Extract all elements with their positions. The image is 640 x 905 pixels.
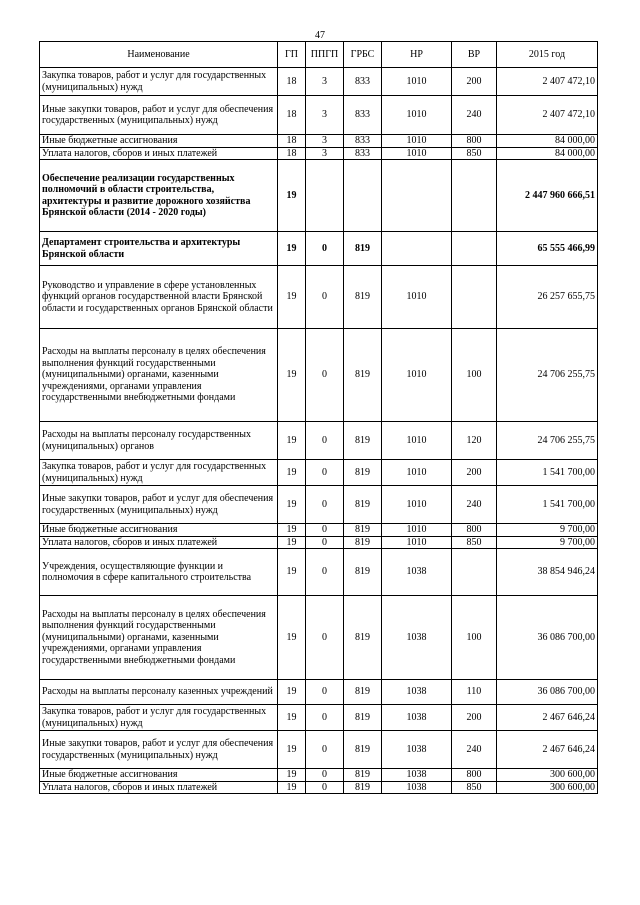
row-name: Закупка товаров, работ и услуг для государственных (муниципальных) нужд	[40, 68, 278, 96]
row-gp: 18	[278, 68, 306, 96]
row-amount: 24 706 255,75	[497, 422, 598, 460]
row-amount: 1 541 700,00	[497, 460, 598, 486]
row-amount: 2 447 960 666,51	[497, 160, 598, 232]
row-vr	[452, 266, 497, 329]
row-nr: 1038	[382, 596, 452, 680]
row-gp: 19	[278, 524, 306, 537]
row-grbs: 819	[344, 549, 382, 596]
row-gp: 19	[278, 731, 306, 769]
row-name: Расходы на выплаты персоналу в целях обеспечения выполнения функций государственными (муниципальными) органами, казенными учреждениями, органами управления государственными внебюджетными фондами	[40, 596, 278, 680]
row-grbs: 819	[344, 486, 382, 524]
row-nr	[382, 232, 452, 266]
row-name: Уплата налогов, сборов и иных платежей	[40, 781, 278, 794]
row-vr	[452, 549, 497, 596]
row-grbs: 819	[344, 596, 382, 680]
row-vr: 100	[452, 596, 497, 680]
row-nr: 1010	[382, 96, 452, 135]
row-ppgp: 0	[306, 486, 344, 524]
row-gp: 19	[278, 160, 306, 232]
row-grbs: 819	[344, 731, 382, 769]
table-row	[40, 524, 598, 537]
row-name: Расходы на выплаты персоналу казенных учреждений	[40, 680, 278, 705]
table-row	[40, 680, 598, 705]
row-nr: 1010	[382, 524, 452, 537]
row-grbs: 819	[344, 232, 382, 266]
row-amount: 2 407 472,10	[497, 68, 598, 96]
row-amount: 84 000,00	[497, 135, 598, 148]
row-vr: 800	[452, 524, 497, 537]
row-name: Иные закупки товаров, работ и услуг для обеспечения государственных (муниципальных) нужд	[40, 486, 278, 524]
row-name: Иные бюджетные ассигнования	[40, 769, 278, 782]
row-amount: 2 467 646,24	[497, 731, 598, 769]
row-gp: 19	[278, 486, 306, 524]
row-nr: 1010	[382, 147, 452, 160]
row-nr: 1038	[382, 705, 452, 731]
row-gp: 19	[278, 769, 306, 782]
row-vr: 200	[452, 460, 497, 486]
row-gp: 19	[278, 596, 306, 680]
row-amount: 36 086 700,00	[497, 680, 598, 705]
row-gp: 18	[278, 135, 306, 148]
row-grbs: 819	[344, 705, 382, 731]
row-name: Уплата налогов, сборов и иных платежей	[40, 536, 278, 549]
row-vr: 240	[452, 96, 497, 135]
row-amount: 24 706 255,75	[497, 329, 598, 422]
table-row	[40, 486, 598, 524]
table-row	[40, 68, 598, 96]
row-vr: 800	[452, 135, 497, 148]
row-grbs: 833	[344, 135, 382, 148]
table-row	[40, 422, 598, 460]
row-gp: 19	[278, 460, 306, 486]
row-ppgp: 0	[306, 266, 344, 329]
row-ppgp: 3	[306, 147, 344, 160]
row-nr	[382, 160, 452, 232]
row-nr: 1010	[382, 460, 452, 486]
row-vr: 850	[452, 536, 497, 549]
row-vr: 240	[452, 486, 497, 524]
row-ppgp: 0	[306, 680, 344, 705]
row-ppgp: 0	[306, 329, 344, 422]
row-nr: 1010	[382, 266, 452, 329]
row-gp: 19	[278, 536, 306, 549]
row-grbs: 819	[344, 680, 382, 705]
row-amount: 26 257 655,75	[497, 266, 598, 329]
row-ppgp: 0	[306, 781, 344, 794]
row-amount: 9 700,00	[497, 536, 598, 549]
row-grbs	[344, 160, 382, 232]
row-ppgp: 3	[306, 96, 344, 135]
row-grbs: 833	[344, 147, 382, 160]
row-nr: 1010	[382, 422, 452, 460]
table-row	[40, 769, 598, 782]
row-nr: 1038	[382, 769, 452, 782]
row-ppgp: 0	[306, 536, 344, 549]
row-vr: 850	[452, 147, 497, 160]
row-ppgp: 0	[306, 596, 344, 680]
row-grbs: 819	[344, 460, 382, 486]
row-grbs: 833	[344, 68, 382, 96]
row-ppgp	[306, 160, 344, 232]
table-row	[40, 549, 598, 596]
table-row	[40, 596, 598, 680]
row-nr: 1010	[382, 68, 452, 96]
row-grbs: 819	[344, 781, 382, 794]
row-amount: 300 600,00	[497, 781, 598, 794]
row-grbs: 819	[344, 266, 382, 329]
row-name: Обеспечение реализации государственных полномочий в области строительства, архитектуры и развитие дорожного хозяйства Брянской области (2014 - 2020 годы)	[40, 160, 278, 232]
row-name: Руководство и управление в сфере установленных функций органов государственной власти Брянской области и государственных органов Брянской области	[40, 266, 278, 329]
table-row	[40, 705, 598, 731]
row-ppgp: 0	[306, 460, 344, 486]
row-name: Закупка товаров, работ и услуг для государственных (муниципальных) нужд	[40, 460, 278, 486]
row-nr: 1010	[382, 329, 452, 422]
row-vr: 240	[452, 731, 497, 769]
row-gp: 19	[278, 680, 306, 705]
row-vr	[452, 160, 497, 232]
row-nr: 1010	[382, 486, 452, 524]
table-row	[40, 329, 598, 422]
row-name: Учреждения, осуществляющие функции и полномочия в сфере капитального строительства	[40, 549, 278, 596]
row-ppgp: 0	[306, 705, 344, 731]
header-year: 2015 год	[497, 42, 598, 68]
table-row	[40, 232, 598, 266]
row-name: Иные бюджетные ассигнования	[40, 524, 278, 537]
row-amount: 9 700,00	[497, 524, 598, 537]
table-row	[40, 266, 598, 329]
table-header-row	[40, 42, 598, 68]
row-name: Расходы на выплаты персоналу государственных (муниципальных) органов	[40, 422, 278, 460]
table-row	[40, 781, 598, 794]
header-ppgp: ППГП	[306, 42, 344, 68]
row-vr: 120	[452, 422, 497, 460]
row-amount: 38 854 946,24	[497, 549, 598, 596]
row-name: Иные закупки товаров, работ и услуг для обеспечения государственных (муниципальных) нужд	[40, 731, 278, 769]
row-name: Закупка товаров, работ и услуг для государственных (муниципальных) нужд	[40, 705, 278, 731]
row-name: Иные закупки товаров, работ и услуг для обеспечения государственных (муниципальных) нужд	[40, 96, 278, 135]
table-row	[40, 731, 598, 769]
row-ppgp: 0	[306, 232, 344, 266]
row-grbs: 819	[344, 524, 382, 537]
row-grbs: 819	[344, 769, 382, 782]
row-amount: 2 467 646,24	[497, 705, 598, 731]
row-grbs: 819	[344, 422, 382, 460]
table-row	[40, 96, 598, 135]
row-ppgp: 0	[306, 731, 344, 769]
row-gp: 19	[278, 781, 306, 794]
row-gp: 19	[278, 549, 306, 596]
row-amount: 300 600,00	[497, 769, 598, 782]
row-ppgp: 3	[306, 135, 344, 148]
row-vr: 100	[452, 329, 497, 422]
row-grbs: 819	[344, 536, 382, 549]
table-row	[40, 147, 598, 160]
row-ppgp: 0	[306, 524, 344, 537]
header-gp: ГП	[278, 42, 306, 68]
row-grbs: 819	[344, 329, 382, 422]
row-vr	[452, 232, 497, 266]
budget-table	[39, 41, 598, 794]
row-name: Иные бюджетные ассигнования	[40, 135, 278, 148]
table-row	[40, 135, 598, 148]
row-amount: 2 407 472,10	[497, 96, 598, 135]
row-grbs: 833	[344, 96, 382, 135]
table-row	[40, 536, 598, 549]
row-vr: 200	[452, 68, 497, 96]
row-nr: 1038	[382, 781, 452, 794]
header-grbs: ГРБС	[344, 42, 382, 68]
table-row	[40, 160, 598, 232]
row-amount: 1 541 700,00	[497, 486, 598, 524]
row-gp: 18	[278, 96, 306, 135]
row-ppgp: 3	[306, 68, 344, 96]
row-gp: 19	[278, 705, 306, 731]
row-gp: 18	[278, 147, 306, 160]
header-nr: НР	[382, 42, 452, 68]
row-vr: 850	[452, 781, 497, 794]
table-row	[40, 460, 598, 486]
row-amount: 65 555 466,99	[497, 232, 598, 266]
row-gp: 19	[278, 232, 306, 266]
row-nr: 1010	[382, 536, 452, 549]
row-name: Уплата налогов, сборов и иных платежей	[40, 147, 278, 160]
header-name: Наименование	[40, 42, 278, 68]
row-ppgp: 0	[306, 769, 344, 782]
row-nr: 1038	[382, 680, 452, 705]
row-nr: 1010	[382, 135, 452, 148]
row-vr: 800	[452, 769, 497, 782]
header-vr: ВР	[452, 42, 497, 68]
row-vr: 200	[452, 705, 497, 731]
row-nr: 1038	[382, 549, 452, 596]
row-gp: 19	[278, 266, 306, 329]
row-gp: 19	[278, 329, 306, 422]
row-ppgp: 0	[306, 549, 344, 596]
row-amount: 36 086 700,00	[497, 596, 598, 680]
row-name: Департамент строительства и архитектуры Брянской области	[40, 232, 278, 266]
row-gp: 19	[278, 422, 306, 460]
row-ppgp: 0	[306, 422, 344, 460]
row-vr: 110	[452, 680, 497, 705]
page-number: 47	[315, 30, 325, 41]
row-nr: 1038	[382, 731, 452, 769]
row-amount: 84 000,00	[497, 147, 598, 160]
row-name: Расходы на выплаты персоналу в целях обеспечения выполнения функций государственными (муниципальными) органами, казенными учреждениями, органами управления государственными внебюджетными фондами	[40, 329, 278, 422]
